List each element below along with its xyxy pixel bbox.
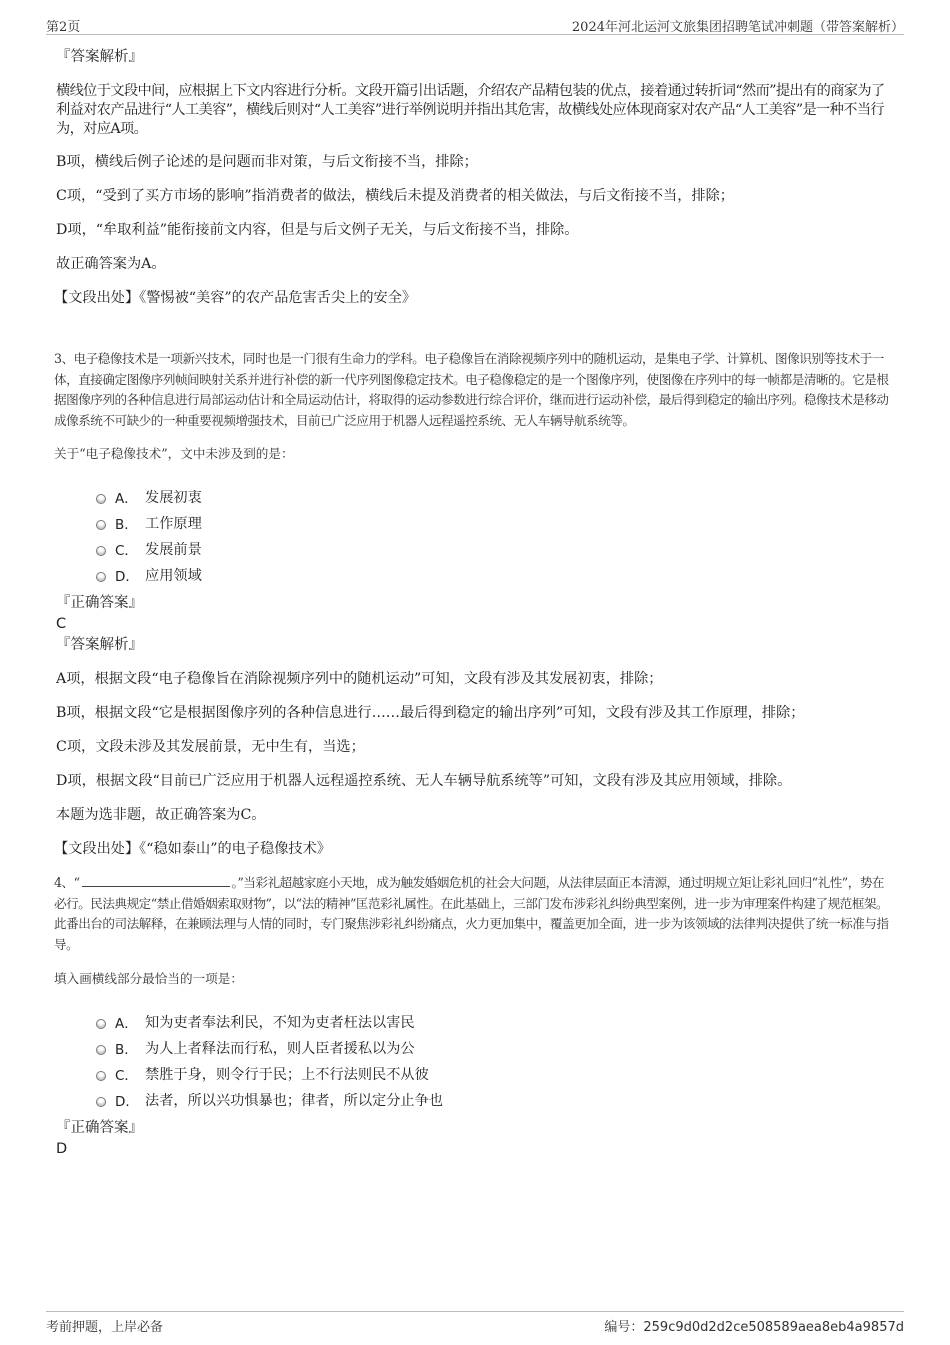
correct-answer-label: 『正确答案』 — [56, 595, 143, 611]
page-number: 第2页 — [46, 20, 81, 35]
option-d[interactable]: D． 应用领域 — [56, 562, 896, 588]
correct-answer: C — [56, 616, 67, 632]
option-a[interactable]: A． 知为吏者奉法利民，不知为吏者枉法以害民 — [56, 1009, 896, 1035]
option-c[interactable]: C． 发展前景 — [56, 536, 896, 562]
analysis-paragraph: 横线位于文段中间，应根据上下文内容进行分析。文段开篇引出话题，介绍农产品精包装的优点，接着通过转折词“然而”提出有的商家为了利益对农产品进行“人工美容”，横线后则对“人工美容”进行举例说明并指出其危害，故横线处应体现商家对农产品“人工美容”是一种不当行为，对应A项。 — [56, 83, 885, 137]
analysis-label: 『答案解析』 — [56, 637, 143, 653]
radio-button[interactable] — [96, 1019, 106, 1029]
option-c[interactable]: C． 禁胜于身，则令行于民；上不行法则民不从彼 — [56, 1061, 896, 1087]
analysis-paragraph: B项，横线后例子论述的是问题而非对策，与后文衔接不当，排除； — [56, 154, 478, 170]
fill-in-blank — [82, 874, 230, 887]
document-title: 2024年河北运河文旅集团招聘笔试冲刺题（带答案解析） — [571, 20, 904, 35]
source-citation: 【文段出处】《警惕被“美容”的农产品危害舌尖上的安全》 — [54, 290, 417, 306]
option-b[interactable]: B． 为人上者释法而行私，则人臣者援私以为公 — [56, 1035, 896, 1061]
correct-answer-label: 『正确答案』 — [56, 1120, 143, 1136]
option-a[interactable]: A． 发展初衷 — [56, 484, 896, 510]
radio-button[interactable] — [96, 1045, 106, 1055]
option-b[interactable]: B． 工作原理 — [56, 510, 896, 536]
source-citation: 【文段出处】《“稳如泰山”的电子稳像技术》 — [54, 841, 331, 857]
page-footer — [46, 1311, 904, 1336]
document-code: 编号：259c9d0d2d2ce508589aea8eb4a9857d — [604, 1320, 904, 1335]
analysis-paragraph: C项，“受到了买方市场的影响”指消费者的做法，横线后未提及消费者的相关做法，与后文衔接不当，排除； — [56, 188, 734, 204]
analysis-paragraph: C项，文段未涉及其发展前景，无中生有，当选； — [56, 739, 365, 755]
analysis-label: 『答案解析』 — [56, 49, 143, 65]
analysis-paragraph: 本题为选非题，故正确答案为C。 — [56, 807, 266, 823]
page-header — [46, 14, 904, 35]
radio-button[interactable] — [96, 546, 106, 556]
question-3-prompt: 关于“电子稳像技术”，文中未涉及到的是： — [54, 446, 294, 461]
analysis-paragraph: B项，根据文段“它是根据图像序列的各种信息进行……最后得到稳定的输出序列”可知，文段有涉及其工作原理，排除； — [56, 705, 805, 721]
page-content — [56, 46, 896, 1158]
option-d[interactable]: D． 法者，所以兴功惧暴也；律者，所以定分止争也 — [56, 1087, 896, 1113]
radio-button[interactable] — [96, 520, 106, 530]
question-4-options — [56, 1009, 896, 1113]
radio-button[interactable] — [96, 494, 106, 504]
radio-button[interactable] — [96, 1097, 106, 1107]
footer-slogan: 考前押题，上岸必备 — [46, 1320, 164, 1335]
radio-button[interactable] — [96, 572, 106, 582]
question-3-text: 3、电子稳像技术是一项新兴技术，同时也是一门很有生命力的学科。电子稳像旨在消除视频序列中的随机运动，是集电子学、计算机、图像识别等技术于一体，直接确定图像序列帧间映射关系并进行补偿的新一代序列图像稳定技术。电子稳像稳定的是一个图像序列，使图像在序列中的每一帧都是清晰的。它是根据图像序列的各种信息进行局部运动估计和全局运动估计，将取得的运动参数进行综合评价，继而进行运动补偿，最后得到稳定的输出序列。稳像技术是移动成像系统不可缺少的一种重要视频增强技术，目前已广泛应用于机器人远程遥控系统、无人车辆导航系统等。 — [54, 351, 889, 428]
question-3-options — [56, 484, 896, 588]
radio-button[interactable] — [96, 1071, 106, 1081]
question-4-text: 4、“ 。”当彩礼超越家庭小天地，成为触发婚姻危机的社会大问题，从法律层面正本清源，通过明规立矩让彩礼回归“礼性”，势在必行。民法典规定“禁止借婚姻索取财物”，以“法的精神”匡范彩礼属性。在此基础上，三部门发布涉彩礼纠纷典型案例，进一步为审理案件构建了规范框架。此番出台的司法解释，在兼顾法理与人情的同时，专门聚焦涉彩礼纠纷痛点，火力更加集中，覆盖更加全面，进一步为该领域的法律判决提供了统一标准与指导。 — [54, 875, 889, 952]
analysis-paragraph: D项，根据文段“目前已广泛应用于机器人远程遥控系统、无人车辆导航系统等”可知，文段有涉及其应用领域，排除。 — [56, 773, 792, 789]
question-4-prompt: 填入画横线部分最恰当的一项是： — [54, 971, 243, 986]
correct-answer: D — [56, 1141, 68, 1157]
analysis-paragraph: A项，根据文段“电子稳像旨在消除视频序列中的随机运动”可知，文段有涉及其发展初衷，排除； — [56, 671, 663, 687]
analysis-paragraph: 故正确答案为A。 — [56, 256, 166, 272]
analysis-paragraph: D项，“牟取利益”能衔接前文内容，但是与后文例子无关，与后文衔接不当，排除。 — [56, 222, 579, 238]
